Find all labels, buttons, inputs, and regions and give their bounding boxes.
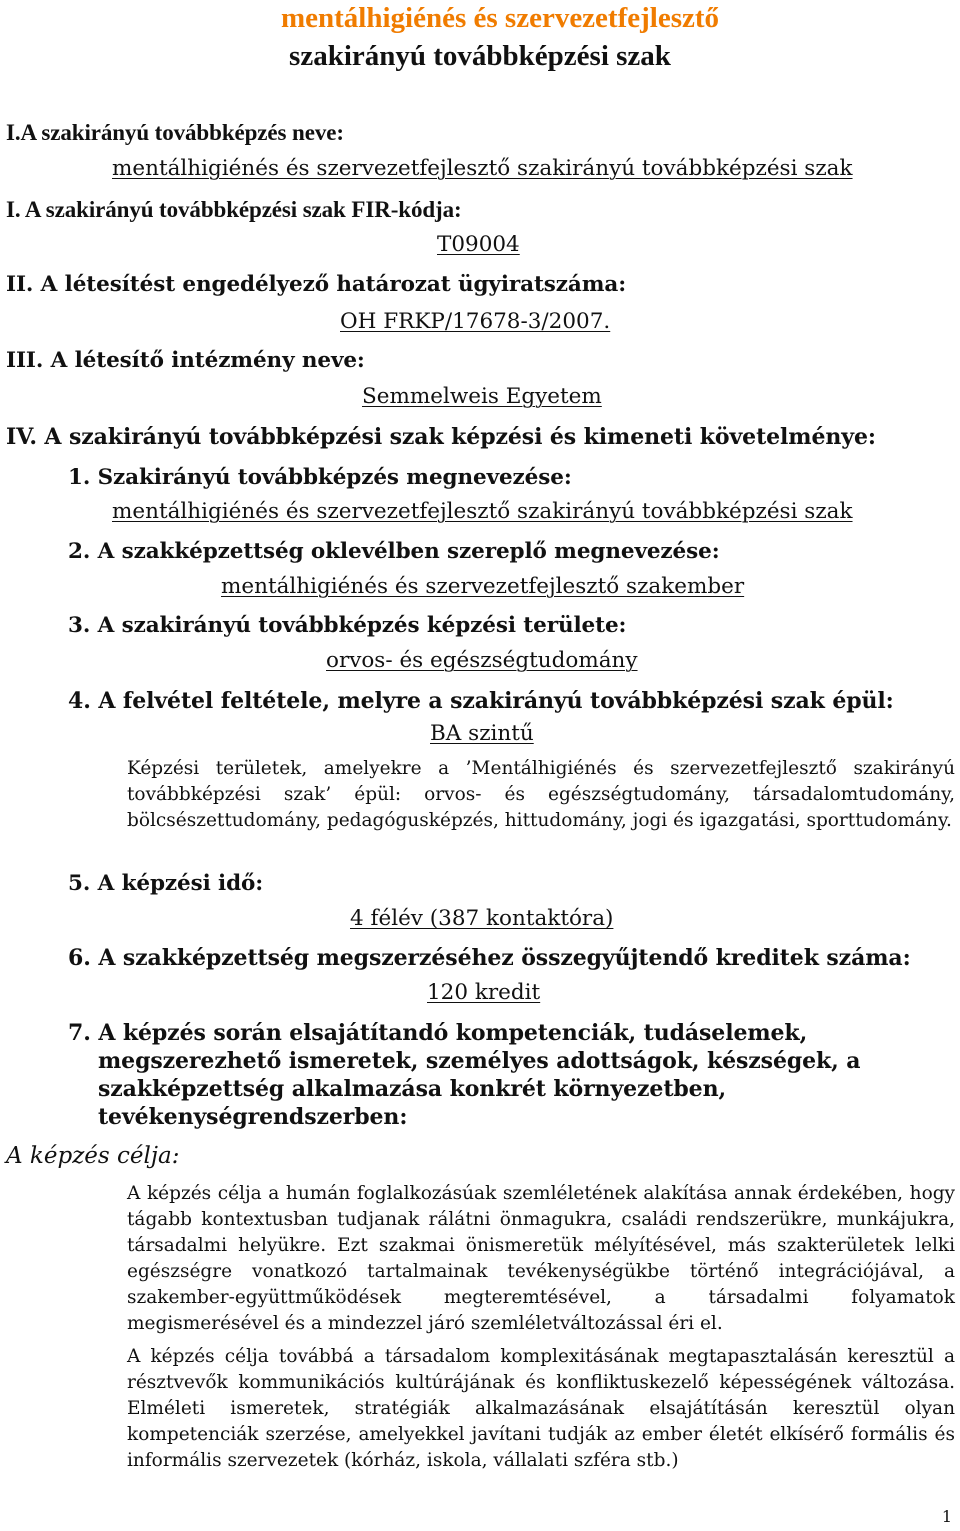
req-6-value: 120 kredit (427, 980, 541, 1005)
req-7-label-line: megszerezhető ismeretek, személyes adottságok, készségek, a (98, 1048, 861, 1074)
req-7-label-line: szakképzettség alkalmazása konkrét környezetben, (98, 1076, 727, 1102)
req-1-label: 1. Szakirányú továbbképzés megnevezése: (68, 465, 572, 490)
req-5-label: 5. A képzési idő: (68, 871, 264, 896)
item-requirements-heading: IV. A szakirányú továbbképzési szak képzési és kimeneti követelménye: (6, 424, 876, 450)
req-5-value: 4 félév (387 kontaktóra) (350, 906, 614, 931)
document-title: mentálhigiénés és szervezetfejlesztő (280, 2, 720, 34)
page-number: 1 (941, 1507, 952, 1526)
req-3-label: 3. A szakirányú továbbképzés képzési területe: (68, 613, 627, 638)
item-approval-value: OH FRKP/17678-3/2007. (340, 309, 611, 334)
item-institution-value: Semmelweis Egyetem (362, 384, 602, 409)
item-fir-code-value: T09004 (437, 232, 520, 257)
req-3-value: orvos- és egészségtudomány (326, 648, 638, 673)
item-institution-label: III. A létesítő intézmény neve: (6, 348, 365, 373)
goal-heading: A képzés célja: (6, 1143, 180, 1169)
req-6-label: 6. A szakképzettség megszerzéséhez összegyűjtendő kreditek száma: (68, 945, 911, 971)
req-7-label-line: 7. A képzés során elsajátítandó kompetenciák, tudáselemek, (68, 1020, 808, 1046)
req-1-value: mentálhigiénés és szervezetfejlesztő szakirányú továbbképzési szak (112, 499, 853, 524)
item-name-label: I.A szakirányú továbbképzés neve: (6, 120, 344, 145)
req-4-note: Képzési területek, amelyekre a ’Mentálhigiénés és szervezetfejlesztő szakirányú továbbképzési szak’ épül: orvos- és egészségtudomány, társadalomtudomány, bölcsészettudomány, pedagógusképzés, hittudomány, jogi és igazgatási, sporttudomány. (127, 758, 955, 831)
item-approval-label: II. A létesítést engedélyező határozat ügyiratszáma: (6, 272, 627, 297)
item-fir-code-label: I. A szakirányú továbbképzési szak FIR-kódja: (6, 197, 462, 222)
req-2-label: 2. A szakképzettség oklevélben szereplő megnevezése: (68, 539, 720, 564)
req-7-label-line: tevékenységrendszerben: (98, 1104, 408, 1130)
item-name-value: mentálhigiénés és szervezetfejlesztő szakirányú továbbképzési szak (112, 156, 853, 181)
req-4-label: 4. A felvétel feltétele, melyre a szakirányú továbbképzési szak épül: (68, 688, 894, 714)
req-2-value: mentálhigiénés és szervezetfejlesztő szakember (221, 574, 745, 599)
goal-paragraph: A képzés célja a humán foglalkozásúak szemléletének alakítása annak érdekében, hogy tágabb kontextusban tudjanak rálátni önmagukra, családi rendszerükre, munkájukra, társadalmi helyükre. Ezt szakmai önismeretük mélyítésével, más szakterületek lelki egészségre vonatkozó tartalmainak tevékenységükbe történő integrációjával, a szakember-együttműködések megteremtésével, a társadalmi folyamatok megismerésével és a mindezzel járó szemléletváltozással éri el. (127, 1183, 955, 1334)
document-subtitle: szakirányú továbbképzési szak (289, 40, 671, 72)
goal-paragraph: A képzés célja továbbá a társadalom komplexitásának megtapasztalásán keresztül a résztvevők kommunikációs kultúrájának és konfliktuskezelő képességének változása. Elméleti ismeretek, stratégiák alkalmazásának elsajátításán keresztül olyan kompetenciák szerzése, amelyekkel javítani tudják az ember életét elkísérő formális és informális szervezetek (kórház, iskola, vállalati szféra stb.) (127, 1346, 955, 1471)
req-4-value: BA szintű (430, 721, 534, 746)
